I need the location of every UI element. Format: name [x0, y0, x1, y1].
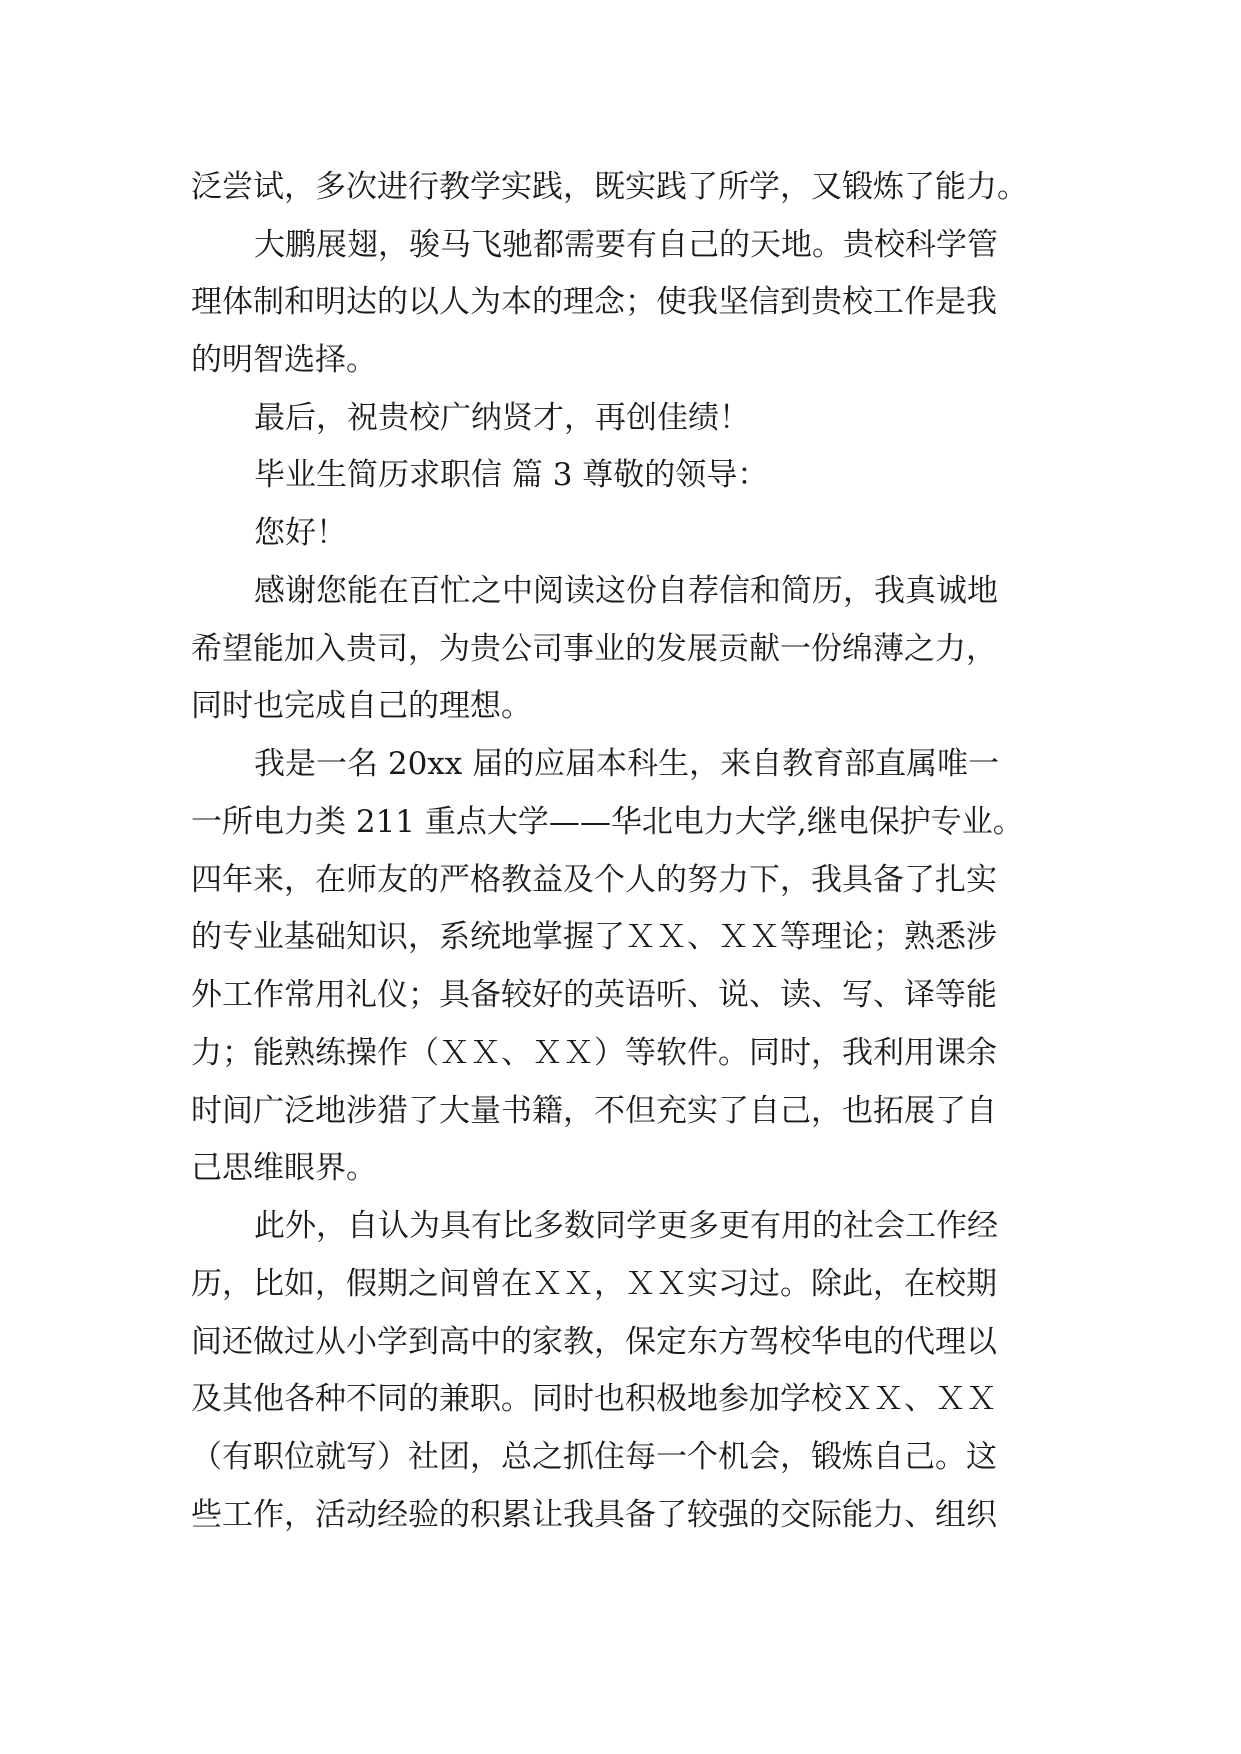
text-line-13: 四年来，在师友的严格教益及个人的努力下，我具备了扎实	[191, 862, 997, 898]
text-line-6: 毕业生简历求职信 篇 3 尊敬的领导：	[254, 457, 769, 493]
text-line-15: 外工作常用礼仪；具备较好的英语听、说、读、写、译等能	[191, 977, 997, 1013]
text-line-7: 您好！	[254, 515, 347, 551]
text-line-1: 泛尝试，多次进行教学实践，既实践了所学，又锻炼了能力。	[191, 169, 1028, 205]
text-line-22: 及其他各种不同的兼职。同时也积极地参加学校ＸＸ、ＸＸ	[191, 1381, 997, 1417]
text-line-8: 感谢您能在百忙之中阅读这份自荐信和简历，我真诚地	[254, 573, 998, 609]
text-line-2: 大鹏展翅，骏马飞驰都需要有自己的天地。贵校科学管	[254, 227, 998, 263]
text-line-10: 同时也完成自己的理想。	[191, 688, 532, 724]
text-line-12: 一所电力类 211 重点大学——华北电力大学,继电保护专业。	[191, 804, 1024, 840]
text-line-5: 最后，祝贵校广纳贤才，再创佳绩！	[254, 400, 750, 436]
text-line-24: 些工作，活动经验的积累让我具备了较强的交际能力、组织	[191, 1497, 997, 1533]
text-line-16: 力；能熟练操作（ＸＸ、ＸＸ）等软件。同时，我利用课余	[191, 1035, 997, 1071]
text-line-14: 的专业基础知识，系统地掌握了ＸＸ、ＸＸ等理论；熟悉涉	[191, 919, 997, 955]
text-line-4: 的明智选择。	[191, 342, 377, 378]
text-line-17: 时间广泛地涉猎了大量书籍，不但充实了自己，也拓展了自	[191, 1093, 997, 1129]
text-line-23: （有职位就写）社团，总之抓住每一个机会，锻炼自己。这	[191, 1439, 997, 1475]
text-line-19: 此外，自认为具有比多数同学更多更有用的社会工作经	[254, 1208, 998, 1244]
text-line-21: 间还做过从小学到高中的家教，保定东方驾校华电的代理以	[191, 1324, 997, 1360]
text-line-20: 历，比如，假期之间曾在ＸＸ，ＸＸ实习过。除此，在校期	[191, 1266, 997, 1302]
text-line-11: 我是一名 20xx 届的应届本科生，来自教育部直属唯一	[254, 746, 1000, 782]
text-line-3: 理体制和明达的以人为本的理念；使我坚信到贵校工作是我	[191, 284, 997, 320]
text-line-9: 希望能加入贵司，为贵公司事业的发展贡献一份绵薄之力，	[191, 631, 997, 667]
text-line-18: 己思维眼界。	[191, 1150, 377, 1186]
